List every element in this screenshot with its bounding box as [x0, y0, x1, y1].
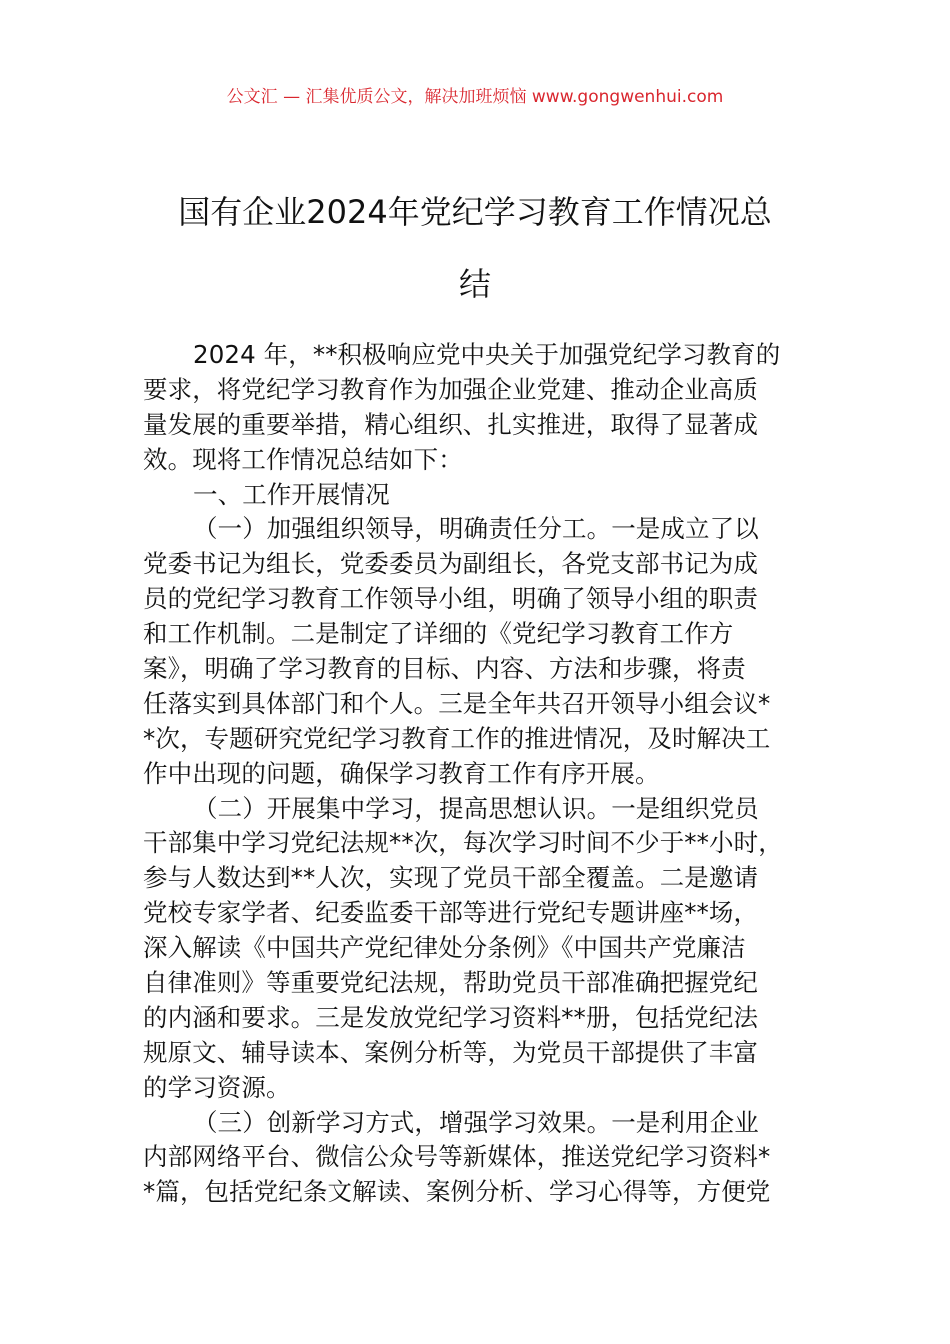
subsection-2-line: 深入解读《中国共产党纪律处分条例》《中国共产党廉洁	[143, 933, 746, 963]
subsection-3-line: 内部网络平台、微信公众号等新媒体，推送党纪学习资料*	[143, 1142, 771, 1172]
subsection-3-line: （三）创新学习方式，增强学习效果。一是利用企业	[193, 1107, 759, 1137]
document-body	[143, 338, 833, 1210]
subsection-1-line: （一）加强组织领导，明确责任分工。一是成立了以	[193, 514, 759, 544]
document-title	[120, 176, 830, 320]
subsection-1-line: 作中出现的问题，确保学习教育工作有序开展。	[143, 758, 660, 788]
subsection-1-line: 党委书记为组长，党委委员为副组长，各党支部书记为成	[143, 549, 758, 579]
title-line-2: 结	[458, 265, 491, 303]
subsection-2-line: 党校专家学者、纪委监委干部等进行党纪专题讲座**场，	[143, 898, 759, 928]
subsection-1-line: 和工作机制。二是制定了详细的《党纪学习教育工作方	[143, 619, 734, 649]
subsection-1-line: 员的党纪学习教育工作领导小组，明确了领导小组的职责	[143, 584, 758, 614]
header-banner: 公文汇 — 汇集优质公文，解决加班烦恼 www.gongwenhui.com	[226, 87, 724, 107]
paragraph-intro-line: 效。现将工作情况总结如下：	[143, 444, 463, 474]
subsection-2-line: 自律准则》等重要党纪法规，帮助党员干部准确把握党纪	[143, 968, 758, 998]
paragraph-intro-line: 要求，将党纪学习教育作为加强企业党建、推动企业高质	[143, 374, 758, 404]
subsection-2-line: （二）开展集中学习，提高思想认识。一是组织党员	[193, 793, 759, 823]
subsection-2-line: 的内涵和要求。三是发放党纪学习资料**册，包括党纪法	[143, 1002, 759, 1032]
subsection-2-line: 干部集中学习党纪法规**次，每次学习时间不少于**小时，	[143, 828, 783, 858]
subsection-1-line: 任落实到具体部门和个人。三是全年共召开领导小组会议*	[143, 688, 771, 718]
subsection-2-line: 规原文、辅导读本、案例分析等，为党员干部提供了丰富	[143, 1037, 758, 1067]
title-line-1: 国有企业2024年党纪学习教育工作情况总	[178, 193, 772, 231]
subsection-2-line: 参与人数达到**人次，实现了党员干部全覆盖。二是邀请	[143, 863, 759, 893]
section-heading: 一、工作开展情况	[193, 479, 390, 509]
subsection-1-line: 案》，明确了学习教育的目标、内容、方法和步骤，将责	[143, 654, 746, 684]
subsection-3-line: *篇，包括党纪条文解读、案例分析、学习心得等，方便党	[143, 1177, 771, 1207]
paragraph-intro-line: 2024 年，**积极响应党中央关于加强党纪学习教育的	[193, 340, 781, 369]
paragraph-intro-line: 量发展的重要举措，精心组织、扎实推进，取得了显著成	[143, 409, 758, 439]
subsection-1-line: *次，专题研究党纪学习教育工作的推进情况，及时解决工	[143, 723, 771, 753]
subsection-2-line: 的学习资源。	[143, 1072, 291, 1102]
